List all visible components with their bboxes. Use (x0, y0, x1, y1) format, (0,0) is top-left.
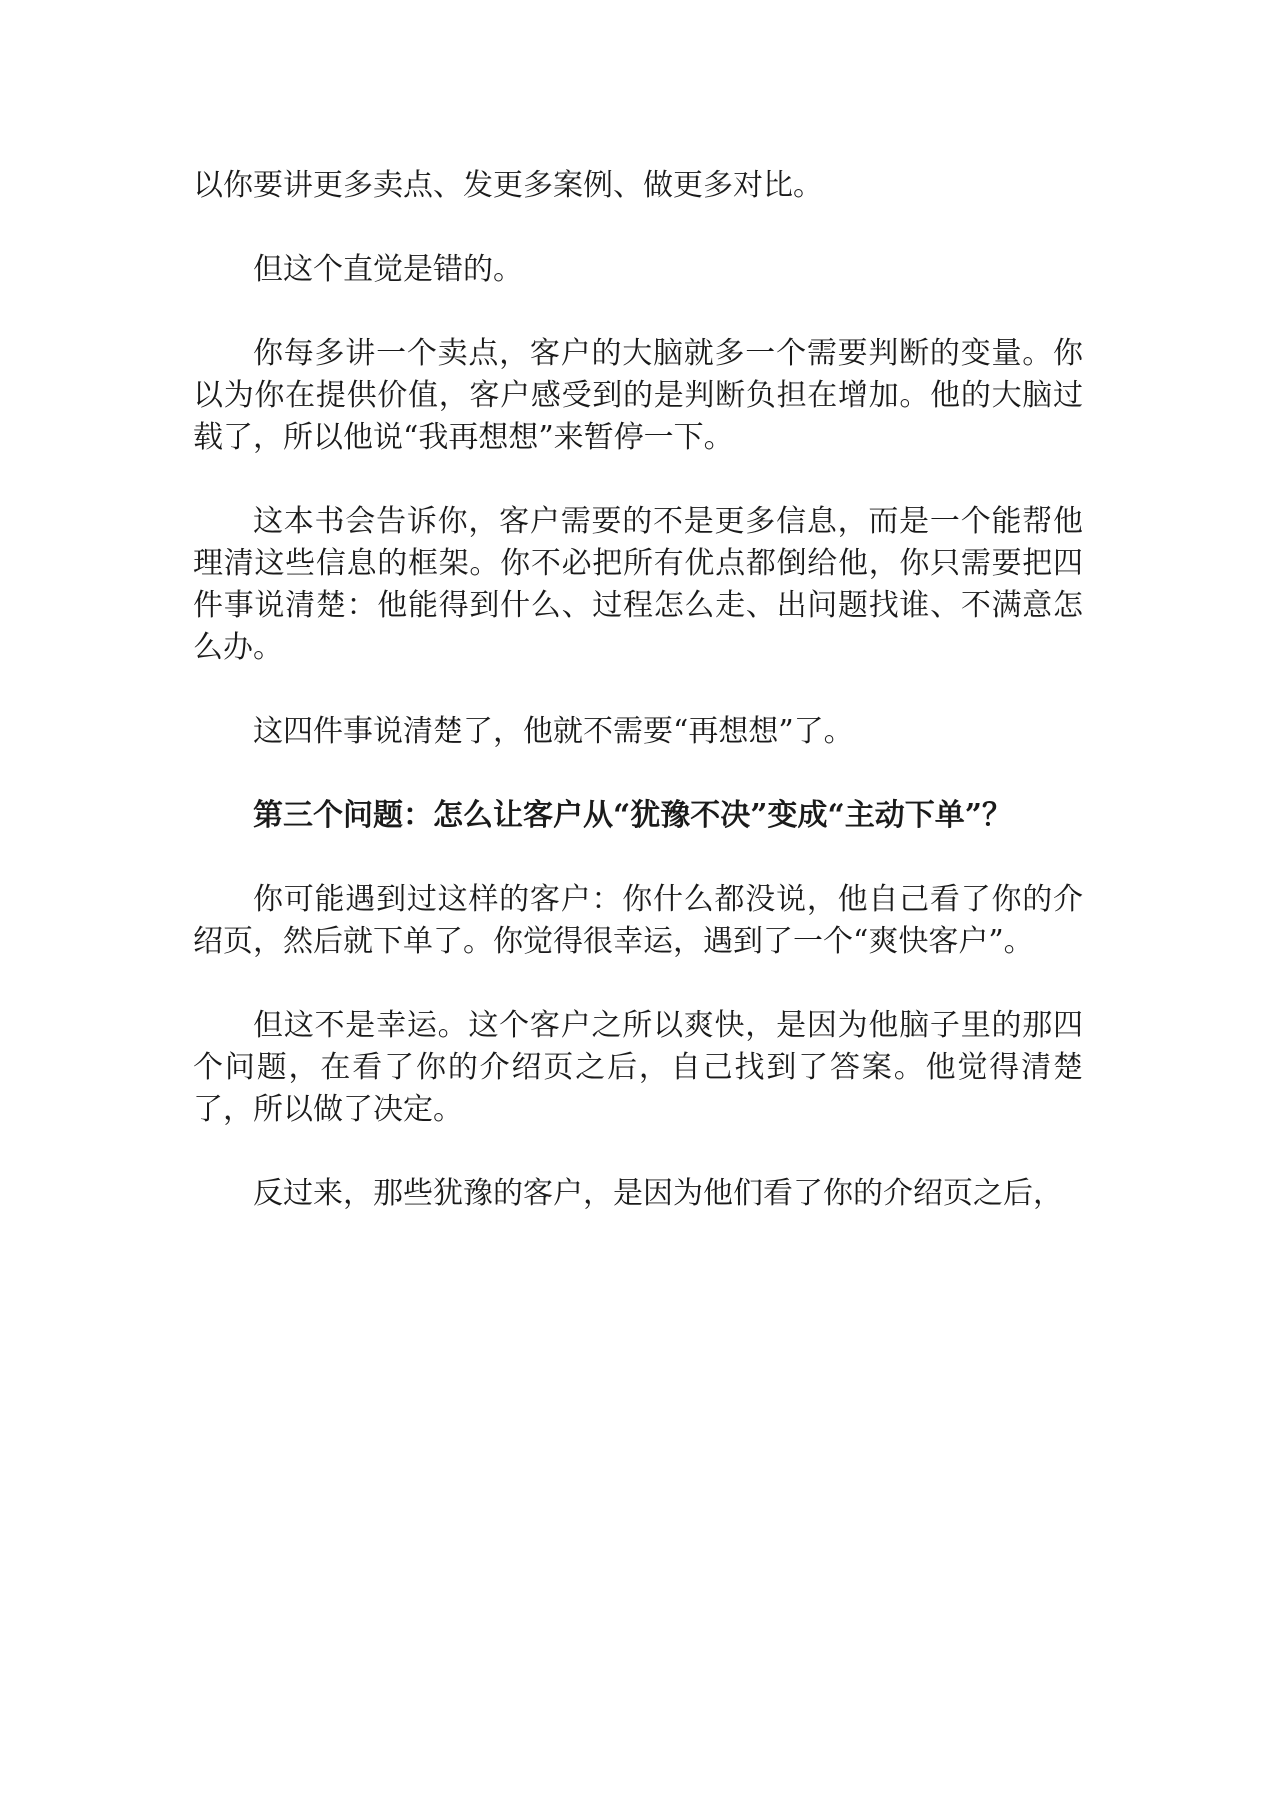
paragraph-4: 这本书会告诉你，客户需要的不是更多信息，而是一个能帮他理清这些信息的框架。你不必把所有优点都倒给他，你只需要把四件事说清楚：他能得到什么、过程怎么走、出问题找谁、不满意怎么办。 (193, 504, 1083, 665)
paragraph-3: 你每多讲一个卖点，客户的大脑就多一个需要判断的变量。你以为你在提供价值，客户感受到的是判断负担在增加。他的大脑过载了，所以他说“我再想想”来暂停一下。 (193, 336, 1083, 455)
body-text (193, 165, 1083, 1257)
paragraph-8: 反过来，那些犹豫的客户，是因为他们看了你的介绍页之后， (253, 1176, 1063, 1211)
paragraph-1: 以你要讲更多卖点、发更多案例、做更多对比。 (193, 168, 823, 203)
section-heading: 第三个问题：怎么让客户从“犹豫不决”变成“主动下单”？ (253, 798, 1013, 833)
paragraph-5: 这四件事说清楚了，他就不需要“再想想”了。 (253, 714, 854, 749)
paragraph-7: 但这不是幸运。这个客户之所以爽快，是因为他脑子里的那四个问题，在看了你的介绍页之后，自己找到了答案。他觉得清楚了，所以做了决定。 (193, 1008, 1083, 1127)
paragraph-2: 但这个直觉是错的。 (253, 252, 523, 287)
paragraph-6: 你可能遇到过这样的客户：你什么都没说，他自己看了你的介绍页，然后就下单了。你觉得很幸运，遇到了一个“爽快客户”。 (193, 882, 1083, 959)
